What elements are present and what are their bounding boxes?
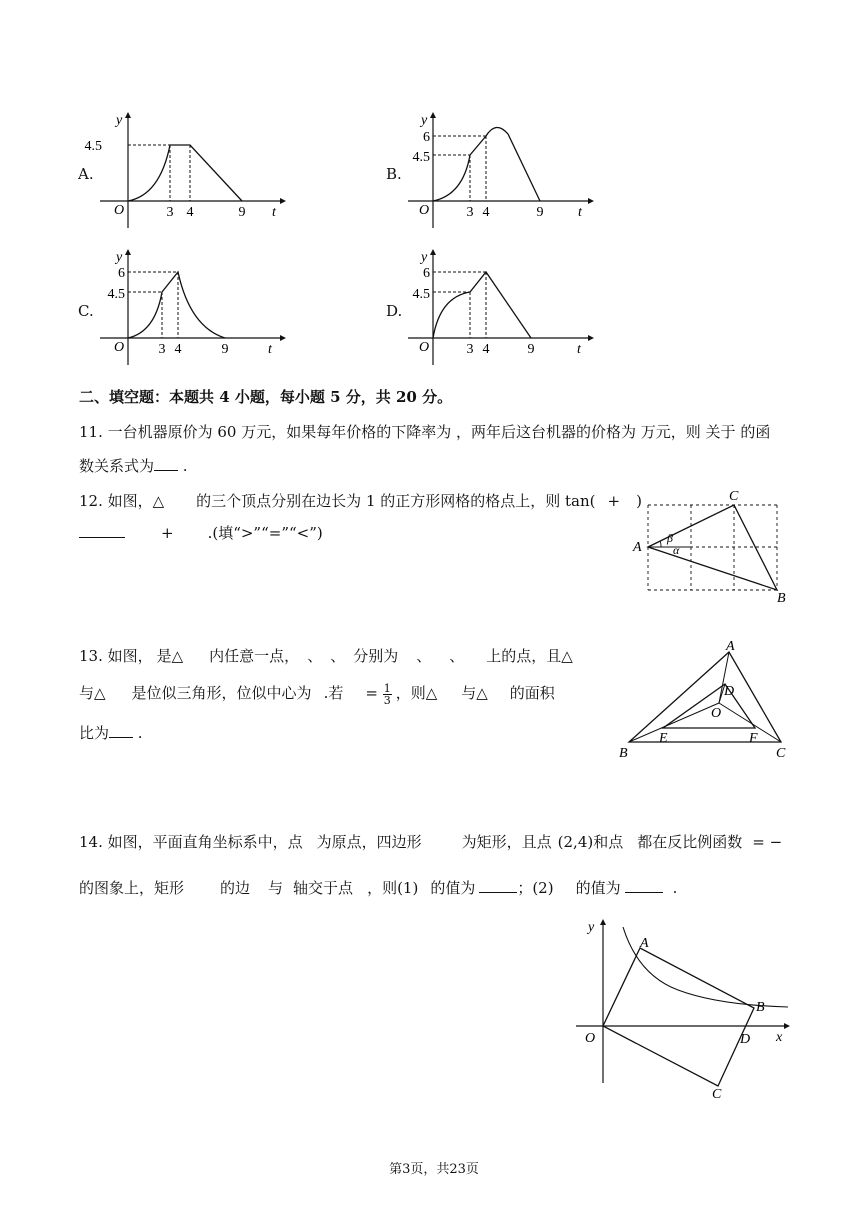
option-b-y-tick-45: 4.5 [412,150,430,165]
q14-fig-D: D [740,1032,751,1047]
option-c-y-tick-45: 4.5 [107,287,125,302]
q13-line2-eq: = [365,684,378,702]
option-a-x-tick-4: 4 [186,205,194,220]
q12-line1-a: 12. 如图，△ [79,492,165,510]
q13-frac-num: 1 [383,681,391,695]
option-d-y-label: y [421,250,428,265]
option-b-x-tick-9: 9 [536,205,544,220]
q14-line2-d: 轴交于点 [293,879,354,897]
q13-line1-g: 、 [416,647,432,665]
option-c-origin: O [114,340,125,355]
option-b-label: B. [386,165,402,183]
option-b-x-tick-4: 4 [482,205,490,220]
q13-line1-d: 、 [307,647,323,665]
q14-line2-g: ；(2) [517,879,554,897]
q12-line1-c: + [607,492,621,510]
q14-fig-C: C [712,1087,722,1102]
option-c-label: C. [78,302,94,320]
q12-fig-alpha: α [673,543,680,557]
q13-line1-i: 上的点，且△ [486,647,573,665]
option-b-x-tick-3: 3 [466,205,474,220]
q14-line1-f: = − [752,833,783,851]
q12-line1 [79,490,642,511]
q14-answer-blank-1 [479,878,517,893]
q14-line2-f: 的值为 [430,879,476,897]
q11-line2-text: 数关系式为 [79,457,155,475]
option-b-origin: O [419,203,430,218]
q14-fig-B: B [756,1000,765,1015]
q11-line2-end: . [178,457,188,475]
option-d-x-tick-9: 9 [527,342,535,357]
option-d-label: D. [386,302,403,320]
q12-answer-blank [79,523,125,538]
q14-fig-x: x [776,1030,783,1045]
q13-line2-e: 与△ [461,684,488,702]
q13-fig-C: C [776,746,786,761]
q13-line3-a: 比为 [79,724,110,742]
option-b-y-label: y [421,113,428,128]
q13-line1 [79,645,573,666]
q13-line2-d: ，则△ [395,684,438,702]
page-footer: 第3页，共23页 [389,1162,479,1177]
q14-line2-a: 的图象上，矩形 [79,879,185,897]
q13-answer-blank [109,723,133,738]
option-a [70,110,290,230]
q14-line2 [79,877,677,898]
q13-line2-a: 与△ [79,684,106,702]
q14-line2-i: . [672,879,678,897]
q12-fig-B: B [777,591,786,605]
q14-fig-A: A [640,936,649,951]
option-b [378,110,598,230]
q14-line1 [79,831,782,852]
q13-line1-e: 、 [330,647,346,665]
option-a-y-label: y [116,113,123,128]
option-a-x-tick-3: 3 [166,205,174,220]
option-c-x-tick-3: 3 [158,342,166,357]
q13-line2-f: 的面积 [509,684,555,702]
option-d-y-tick-6: 6 [423,266,430,281]
q13-fig-O: O [711,706,722,721]
q13-line3 [79,722,143,743]
q13-fig-F: F [749,731,758,746]
q14-fig-y: y [588,920,595,935]
q12-figure [625,480,800,605]
q12-line2-plus: + [161,524,174,542]
section-heading: 二、填空题：本题共 4 小题，每小题 5 分，共 20 分。 [79,388,453,406]
q13-fig-D: D [724,684,735,699]
q12-line2 [79,522,323,543]
q13-figure [615,638,795,763]
q11-answer-blank [154,456,178,471]
q11-line2 [79,455,188,476]
q12-fig-A: A [633,540,642,555]
q14-line1-c: 为矩形，且点 [461,833,552,851]
option-c-x-tick-4: 4 [174,342,182,357]
option-b-x-label: t [578,205,582,220]
q13-frac-den: 3 [383,693,391,707]
option-d-x-tick-3: 3 [466,342,474,357]
option-a-x-label: t [272,205,276,220]
q13-line1-h: 、 [449,647,465,665]
q14-line2-h: 的值为 [575,879,621,897]
q14-line1-b: 为原点，四边形 [316,833,422,851]
q13-fraction [383,683,392,706]
option-a-origin: O [114,203,125,218]
q14-line2-b: 的边 [220,879,251,897]
q13-fig-E: E [659,731,668,746]
q13-line1-f: 分别为 [353,647,399,665]
q12-line2-hint: .(填“>”“=”“<”) [207,524,323,542]
option-a-x-tick-9: 9 [238,205,246,220]
q12-fig-C: C [729,489,739,504]
option-c-x-tick-9: 9 [221,342,229,357]
option-d-y-tick-45: 4.5 [412,287,430,302]
option-c-x-label: t [268,342,272,357]
q13-line1-b: 是△ [156,647,184,665]
option-b-graph [378,110,598,230]
q14-answer-blank-2 [625,878,663,893]
q14-line2-c: 与 [268,879,284,897]
q14-line1-a: 14. 如图，平面直角坐标系中，点 [79,833,303,851]
option-a-graph [70,110,290,230]
q13-line1-c: 内任意一点， [209,647,300,665]
q11-line1: 11. 一台机器原价为 60 万元，如果每年价格的下降率为 ，两年后这台机器的价格为 万元，则 关于 的函 [79,423,771,441]
q12-line1-d: ) [636,492,642,510]
option-c-y-tick-6: 6 [118,266,125,281]
q14-fig-O: O [585,1031,596,1046]
q13-line2 [79,682,555,706]
q13-line2-b: 是位似三角形，位似中心为 [131,684,312,702]
option-d-x-tick-4: 4 [482,342,490,357]
q14-line1-d: (2,4)和点 [557,833,624,851]
q14-line1-e: 都在反比例函数 [637,833,743,851]
option-c-y-label: y [116,250,123,265]
q13-line3-b: . [133,724,143,742]
option-d [378,247,598,367]
option-a-y-tick: 4.5 [84,139,102,154]
q14-line2-e: ，则(1) [367,879,419,897]
option-d-x-label: t [577,342,581,357]
q12-line1-b: 的三个顶点分别在边长为 1 的正方形网格的格点上，则 tan( [196,492,596,510]
option-c-graph [70,247,290,367]
q13-fig-A: A [726,639,735,654]
q13-line1-a: 13. 如图， [79,647,153,665]
q13-fig-B: B [619,746,628,761]
q14-figure [568,915,798,1105]
option-d-graph [378,247,598,367]
option-a-label: A. [78,165,94,183]
option-b-y-tick-6: 6 [423,130,430,145]
q12-fig-beta: β [667,531,673,545]
q13-line2-c: .若 [323,684,344,702]
option-d-origin: O [419,340,430,355]
option-c [70,247,290,367]
